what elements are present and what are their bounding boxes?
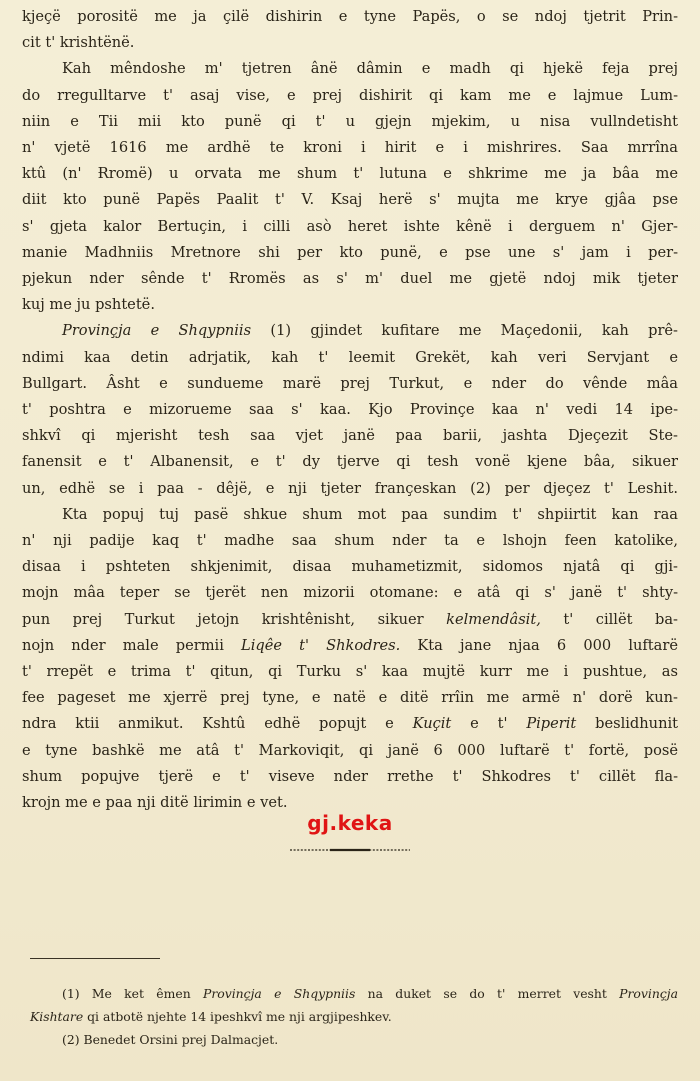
ornament-divider (290, 848, 410, 852)
body-text (22, 4, 678, 816)
text-line (22, 633, 678, 659)
text-line: fanensit e t' Albanensit, e t' dy tjerve qi tesh vonë kjene bâa, sikuer (22, 453, 678, 471)
text-line: n' nji padije kaq t' madhe saa shum nder ta e lshojn feen katolike, (22, 532, 678, 550)
text-line: niin e Tii mii kto punë qi t' u gjejn mjekim, u nisa vullndetisht (22, 112, 678, 130)
italic-term: Provinçja e Shqypniis (202, 986, 356, 1001)
text-run: na duket se do t' merret vesht (355, 986, 620, 1001)
text-line (22, 318, 678, 344)
italic-term: Kuçit (412, 715, 452, 733)
footnote-2: (2) Benedet Orsini prej Dalmacjet. (62, 1032, 279, 1047)
text-line: cit t' krishtënë. (22, 34, 135, 52)
text-line: s' gjeta kalor Bertuçin, i cilli asò heret ishte kênë i derguem n' Gjer- (22, 217, 678, 235)
footnote-1-line (30, 982, 678, 1005)
text-line: diit kto punë Papës Paalit t' V. Ksaj herë s' mujta me krye gjâa pse (22, 191, 678, 209)
paragraph-1 (22, 4, 678, 56)
text-line: t' poshtra e mizorueme saa s' kaa. Kjo Provinçe kaa n' vedi 14 ipe- (22, 401, 678, 419)
text-run: t' cillët ba- (540, 610, 678, 628)
text-line: do rregulltarve t' asaj vise, e prej dishirit qi kam me e lajmue Lum- (22, 86, 678, 104)
text-run: (1) Me ket êmen (62, 986, 203, 1001)
footnote-rule (30, 958, 160, 959)
text-run: (1) gjindet kufitare me Maçedonii, kah prê- (251, 322, 678, 340)
italic-term: Liqêe t' Shkodres. (241, 636, 401, 654)
paragraph-4 (22, 502, 678, 816)
text-line: disaa i pshteten shkjenimit, disaa muhametizmit, sidomos njatâ qi gji- (22, 558, 678, 576)
italic-term: kelmendâsit, (446, 610, 541, 628)
text-run: Kta jane njaa 6 000 luftarë (400, 636, 678, 654)
text-line: krojn me e paa nji ditë lirimin e vet. (22, 794, 288, 812)
text-line: shkvî qi mjerisht tesh saa vjet janë paa barii, jashta Djeçezit Ste- (22, 427, 678, 445)
text-run: beslidhunit (576, 715, 679, 733)
text-run: qi atbotë njehte 14 ipeshkvî me nji argjipeshkev. (83, 1009, 392, 1024)
text-line: e tyne bashkë me atâ t' Markoviqit, qi janë 6 000 luftarë t' fortë, posë (22, 741, 678, 759)
text-line: Kta popuj tuj pasë shkue shum mot paa sundim t' shpiirtit kan raa (62, 505, 678, 523)
text-line: fee pageset me xjerrë prej tyne, e natë e ditë rrîin me armë n' dorë kun- (22, 689, 678, 707)
text-line: kjeçë porositë me ja çilë dishirin e tyne Papës, o se ndoj tjetrit Prin- (22, 8, 678, 25)
text-line: Bullgart. Âsht e sundueme marë prej Turkut, e nder do vênde mâa (22, 374, 678, 392)
italic-term: Kishtare (30, 1009, 84, 1024)
text-line (22, 607, 678, 633)
text-line: kuj me ju pshtetë. (22, 296, 155, 314)
footnote-1-continuation (30, 1005, 678, 1028)
paragraph-3 (22, 318, 678, 501)
italic-term: Provinçja (619, 986, 679, 1001)
text-line: mojn mâa teper se tjerët nen mizorii otomane: e atâ qi s' janë t' shty- (22, 584, 678, 602)
paragraph-2 (22, 56, 678, 318)
footnotes (30, 982, 678, 1051)
italic-term: Provinçja e Shqypniis (62, 322, 252, 340)
watermark-stamp: gj.keka (307, 811, 393, 835)
text-line: pjekun nder sênde t' Ɍromës as s' m' duel me gjetë ndoj mik tjeter (22, 270, 678, 288)
text-line: un, edhë se i paa - dêjë, e nji tjeter françeskan (2) per djeçez t' Leshit. (22, 479, 678, 497)
text-run: nojn nder male permii (22, 636, 242, 654)
text-run: e t' (451, 715, 527, 733)
text-line: ndimi kaa detin adrjatik, kah t' leemit Grekët, kah veri Servjant e (22, 348, 678, 366)
italic-term: Piperit (526, 715, 577, 733)
text-line: Kah mêndoshe m' tjetren ânë dâmin e madh qi hjekë feja prej (62, 60, 678, 78)
text-line: n' vjetë 1616 me ardhë te kroni i hirit e i mishrires. Saa mrrîna (22, 139, 678, 157)
text-line (22, 711, 678, 737)
text-line: shum popujve tjerë e t' viseve nder rrethe t' Shkodres t' cillët fla- (22, 767, 678, 785)
text-line: manie Madhniis Mretnore shi per kto punë, e pse une s' jam i per- (22, 243, 678, 261)
text-line: ktû (n' Ɍromë) u orvata me shum t' lutuna e shkrime me ja bâa me (22, 165, 678, 183)
text-run: pun prej Turkut jetojn krishtênisht, sikuer (22, 610, 447, 628)
text-line: t' rrepët e trima t' qitun, qi Turku s' kaa mujtë kurr me i pushtue, as (22, 663, 678, 681)
text-run: ndra ktii anmikut. Kshtû edhë popujt e (22, 715, 413, 733)
